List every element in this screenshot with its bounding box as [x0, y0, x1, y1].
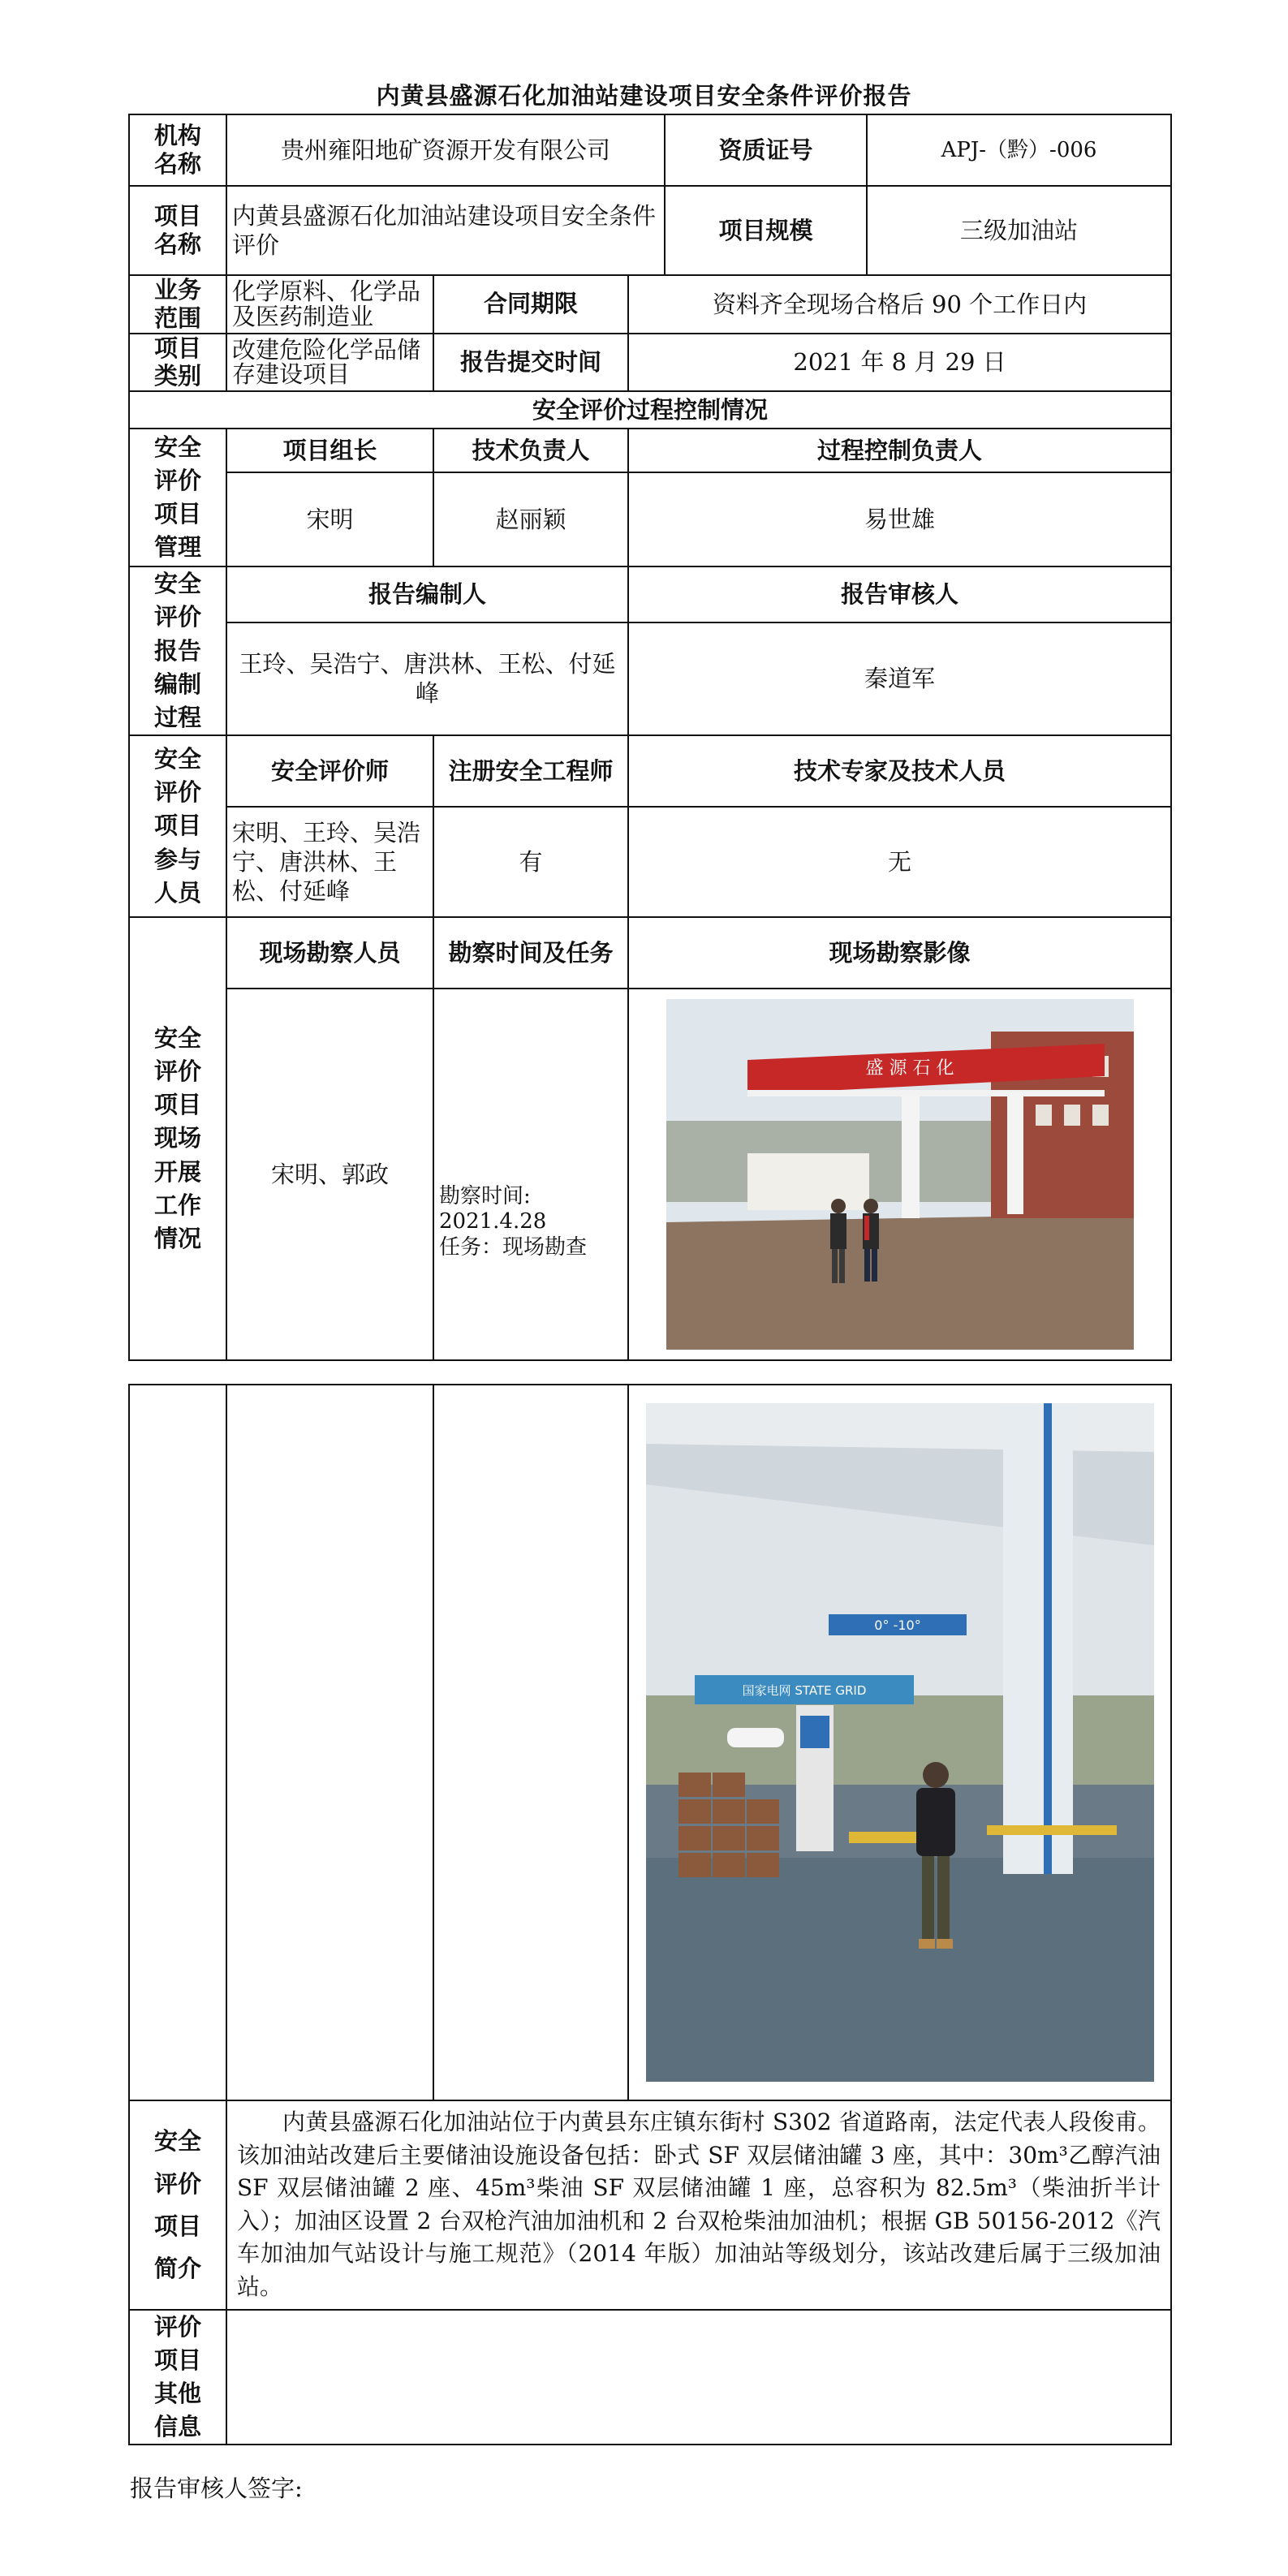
leader-header: 项目组长: [226, 429, 433, 472]
project-label: 项目 名称: [129, 186, 226, 275]
registered-header: 注册安全工程师: [433, 735, 628, 807]
site-photo-2: [646, 1403, 1154, 2082]
project-value: 内黄县盛源石化加油站建设项目安全条件评价: [226, 186, 665, 275]
process-lead-header: 过程控制负责人: [628, 429, 1171, 472]
business-value: 化学原料、化学品及医药制造业: [226, 275, 433, 334]
experts-value: 无: [628, 807, 1171, 917]
contract-label: 合同期限: [433, 275, 628, 334]
reviewer-value: 秦道军: [628, 622, 1171, 735]
scale-value: 三级加油站: [867, 186, 1171, 275]
authors-header: 报告编制人: [226, 566, 628, 622]
contract-value: 资料齐全现场合格后 90 个工作日内: [628, 275, 1171, 334]
photo2-banner-text: 国家电网 STATE GRID: [742, 1683, 866, 1698]
org-label: 机构 名称: [129, 114, 226, 186]
main-table: [128, 114, 1172, 1361]
reviewer-signature: 报告审核人签字:: [130, 2475, 303, 2502]
time-header: 勘察时间及任务: [433, 917, 628, 989]
cert-value: APJ-（黔）-006: [867, 114, 1171, 186]
photo2-sign-text: 0° -10°: [873, 1618, 921, 1633]
survey-time-cell: [433, 989, 628, 1360]
registered-value: 有: [433, 807, 628, 917]
empty-label-cell: [129, 1385, 226, 2100]
org-value: 贵州雍阳地矿资源开发有限公司: [226, 114, 665, 186]
surveyors-value: 宋明、郭政: [226, 989, 433, 1360]
process-header: 安全评价过程控制情况: [129, 391, 1171, 429]
surveyors-header: 现场勘察人员: [226, 917, 433, 989]
authors-value: 王玲、吴浩宁、唐洪林、王松、付延峰: [226, 622, 628, 735]
experts-header: 技术专家及技术人员: [628, 735, 1171, 807]
continuation-table: [128, 1384, 1172, 2445]
photo1-canopy-text: 盛 源 石 化: [865, 1058, 954, 1079]
site-photo-1: [666, 999, 1134, 1350]
other-label: 评价 项目 其他 信息: [129, 2310, 226, 2445]
type-label: 项目 类别: [129, 334, 226, 392]
photo-cell-2: [628, 1385, 1171, 2100]
empty-surveyors-cell: [226, 1385, 433, 2100]
survey-time-value: 2021.4.28: [439, 1209, 547, 1234]
submit-value: 2021 年 8 月 29 日: [628, 334, 1171, 392]
scale-label: 项目规模: [665, 186, 867, 275]
submit-label: 报告提交时间: [433, 334, 628, 392]
assessors-header: 安全评价师: [226, 735, 433, 807]
reviewer-header: 报告审核人: [628, 566, 1171, 622]
cert-label: 资质证号: [665, 114, 867, 186]
process-lead-value: 易世雄: [628, 472, 1171, 566]
other-value: [226, 2310, 1171, 2445]
survey-time-label: 勘察时间:: [439, 1184, 531, 1209]
compile-label: 安全 评价 报告 编制 过程: [129, 566, 226, 735]
site-label: 安全 评价 项目 现场 开展 工作 情况: [129, 917, 226, 1360]
business-label: 业务 范围: [129, 275, 226, 334]
type-value: 改建危险化学品储存建设项目: [226, 334, 433, 392]
summary-label: 安全 评价 项目 简介: [129, 2100, 226, 2310]
participants-label: 安全 评价 项目 参与 人员: [129, 735, 226, 917]
photo-cell-1: [628, 989, 1171, 1360]
report-title: 内黄县盛源石化加油站建设项目安全条件评价报告: [376, 82, 912, 110]
tech-lead-value: 赵丽颖: [433, 472, 628, 566]
summary-text: 内黄县盛源石化加油站位于内黄县东庄镇东街村 S302 省道路南，法定代表人段俊甫。该加油站改建后主要储油设施设备包括：卧式 SF 双层储油罐 3 座，其中：30m³乙醇汽油 SF 双层储油罐 2 座、45m³柴油 SF 双层储油罐 1 座，总容积为 82.5m³（柴油折半计入）；加油区设置 2 台双枪汽油加油机和 2 台双枪柴油加油机；根据 GB 50156-2012《汽车加油加气站设计与施工规范》（2014 年版）加油站等级划分，该站改建后属于三级加油站。: [226, 2100, 1171, 2310]
photo-header: 现场勘察影像: [628, 917, 1171, 989]
management-label: 安全 评价 项目 管理: [129, 429, 226, 566]
tech-lead-header: 技术负责人: [433, 429, 628, 472]
assessors-value: 宋明、王玲、吴浩宁、唐洪林、王松、付延峰: [226, 807, 433, 917]
leader-value: 宋明: [226, 472, 433, 566]
empty-time-cell: [433, 1385, 628, 2100]
survey-task: 任务：现场勘查: [439, 1234, 588, 1260]
